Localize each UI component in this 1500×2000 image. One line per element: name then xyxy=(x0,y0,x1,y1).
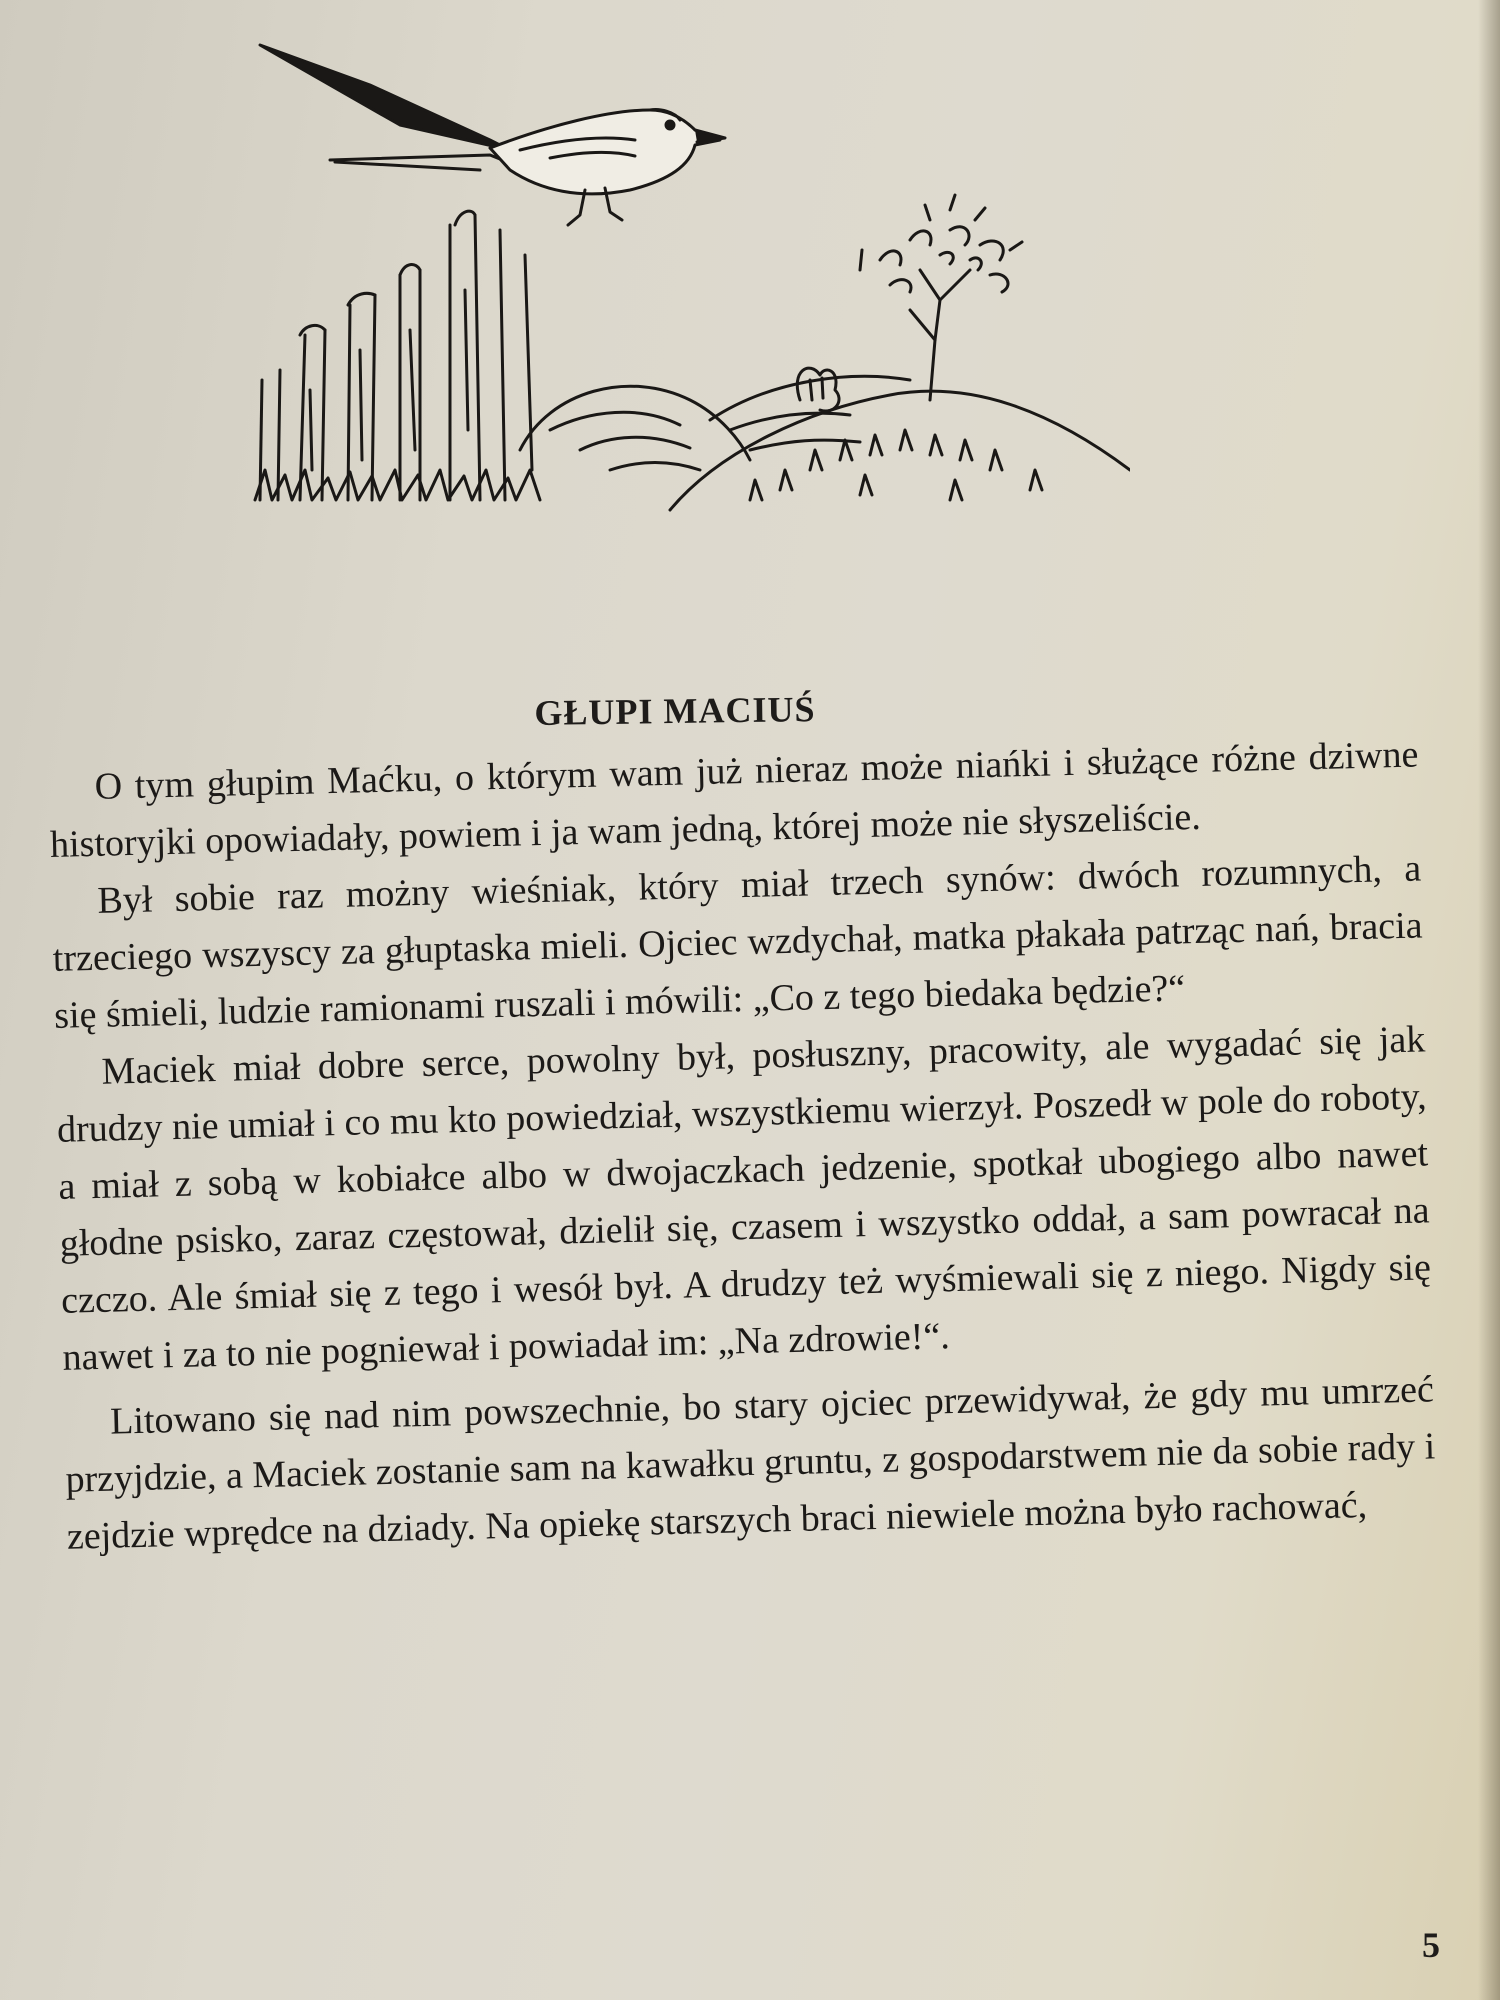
page-number: 5 xyxy=(1422,1925,1440,1965)
bird-on-fence-illustration xyxy=(250,30,1130,590)
illustration-drawing xyxy=(250,30,1130,590)
body-text xyxy=(48,727,1437,1566)
paragraph: Litowano się nad nim powszechnie, bo stary ojciec przewidywał, że gdy mu umrzeć przyjdzie, a Maciek zostanie sam na kawałku gruntu, z gospodarstwem nie da sobie rady i zejdzie wprędce na dziady. Na opiekę starszych braci niewiele można było rachować, xyxy=(65,1368,1436,1558)
chapter-title: GŁUPI MACIUŚ xyxy=(534,689,816,733)
paragraph: O tym głupim Maćku, o którym wam już nieraz może niańki i służące różne dziwne historyjki opowiadały, powiem i ja wam jedną, której może nie słyszeliście. xyxy=(49,733,1419,866)
paragraph: Maciek miał dobre serce, powolny był, posłuszny, pracowity, ale wygadać się jak drudzy nie umiał i co mu kto powiedział, wszystkiemu wierzył. Poszedł w pole do roboty, a miał z sobą w kobiałce albo w dwojaczkach jedzenie, spotkał ubogiego albo nawet głodne psisko, zaraz częstował, dzielił się, czasem i wszystko oddał, a sam powracał na czczo. Ale śmiał się z tego i wesół był. A drudzy też wyśmiewali się z niego. Nigdy się nawet i za to nie pogniewał i powiadał im: „Na zdrowie!“. xyxy=(56,1018,1432,1379)
paragraph: Był sobie raz możny wieśniak, który miał trzech synów: dwóch rozumnych, a trzeciego wszyscy za głuptaska mieli. Ojciec wzdychał, matka płakała patrząc nań, bracia się śmieli, ludzie ramionami ruszali i mówili: „Co z tego biedaka będzie?“ xyxy=(52,847,1423,1037)
page-edge-shadow xyxy=(1478,0,1500,2000)
